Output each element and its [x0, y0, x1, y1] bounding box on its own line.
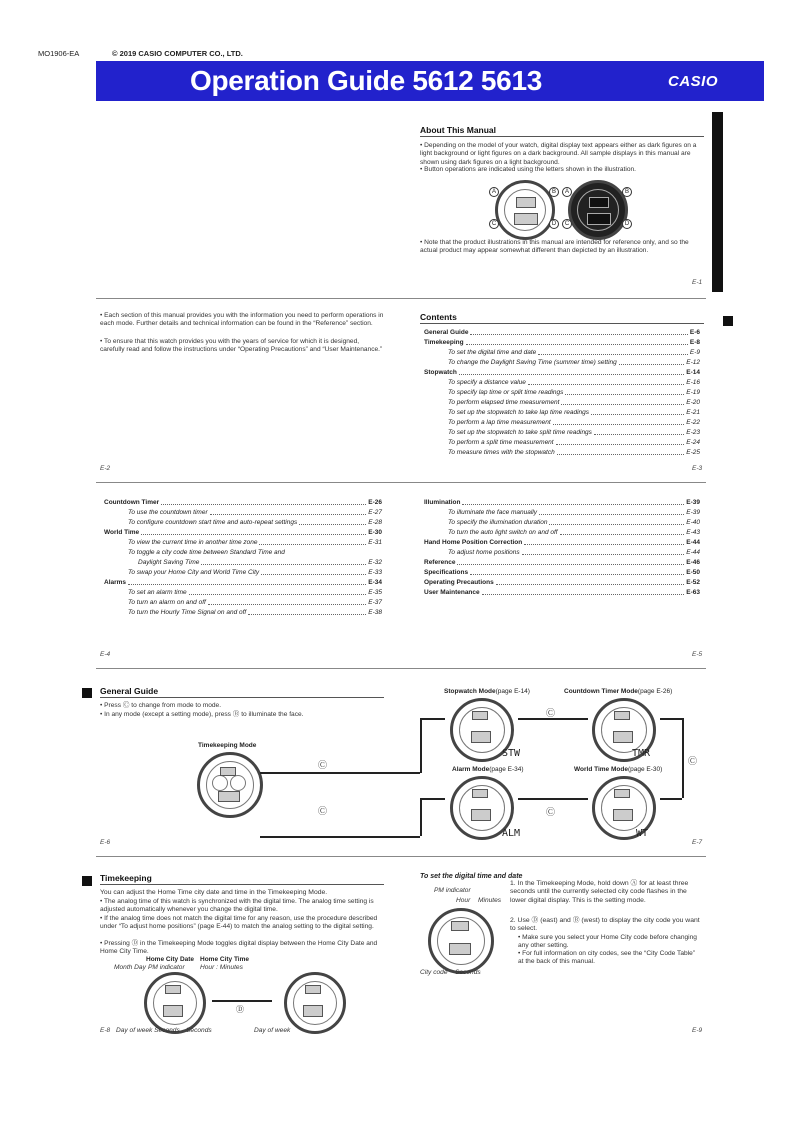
toc-entry-title: Illumination	[424, 499, 461, 506]
toc-entry[interactable]	[424, 518, 700, 528]
toc-left-list	[104, 498, 382, 618]
watch-time-illustration	[284, 972, 346, 1034]
seconds-label: Seconds	[455, 969, 481, 976]
toc-entry[interactable]	[424, 528, 700, 538]
button-c-flow-label: Ⓒ	[546, 807, 556, 817]
toc-leader-dots	[470, 328, 687, 335]
toc-entry[interactable]	[104, 568, 382, 578]
watch-date-illustration	[144, 972, 206, 1034]
toc-entry-title: Specifications	[424, 569, 469, 576]
set-time-step-2: 2. Use Ⓓ (east) and Ⓑ (west) to display the city code you want to select.	[510, 917, 700, 933]
toc-entry[interactable]	[424, 498, 700, 508]
toc-entry[interactable]	[424, 348, 700, 358]
toc-entry[interactable]	[104, 508, 382, 518]
toc-entry-page: E-16	[686, 379, 700, 386]
toc-leader-dots	[561, 398, 684, 405]
toc-leader-dots	[466, 338, 688, 345]
toc-right-list	[424, 498, 700, 598]
button-d-label: D	[622, 219, 632, 229]
toc-entry[interactable]	[424, 508, 700, 518]
toc-entry-page: E-30	[368, 529, 382, 536]
toc-entry-title: Countdown Timer	[104, 499, 160, 506]
toc-entry[interactable]	[104, 538, 382, 548]
toc-entry-page: E-27	[368, 509, 382, 516]
page-number: E-5	[692, 651, 703, 658]
toc-entry-title: Operating Precautions	[424, 579, 494, 586]
toc-entry[interactable]	[104, 558, 382, 568]
toc-entry-title: To view the current time in another time zone	[128, 539, 258, 546]
lcd-stw: STW	[502, 748, 521, 759]
toc-entry[interactable]	[424, 438, 700, 448]
pm-indicator-label: PM indicator	[148, 964, 185, 971]
toc-entry-title: To change the Daylight Saving Time (summer time) setting	[448, 359, 617, 366]
watch-setting-illustration	[428, 908, 494, 974]
watch-dark-illustration	[568, 180, 628, 240]
toc-entry-title: Daylight Saving Time	[138, 559, 200, 566]
toc-entry[interactable]	[104, 598, 382, 608]
toc-entry-page: E-34	[368, 579, 382, 586]
toc-entry-page: E-52	[686, 579, 700, 586]
set-time-note-1: • Make sure you select your Home City code before changing any other setting.	[518, 934, 697, 950]
toc-entry-title: Stopwatch	[424, 369, 457, 376]
button-c-flow-label: Ⓒ	[688, 756, 698, 766]
toc-entry-page: E-31	[368, 539, 382, 546]
toc-entry-page: E-19	[686, 389, 700, 396]
toc-leader-dots	[565, 388, 684, 395]
toc-leader-dots	[557, 448, 685, 455]
alarm-mode-label: Alarm Mode(page E-34)	[452, 766, 524, 773]
toc-entry-title: To perform a split time measurement	[448, 439, 554, 446]
toc-leader-dots	[591, 408, 684, 415]
toc-entry[interactable]	[424, 428, 700, 438]
toc-leader-dots	[553, 418, 685, 425]
about-bullet-2: • Button operations are indicated using the letters shown in the illustration.	[420, 166, 637, 173]
button-c-flow-label: Ⓒ	[318, 760, 328, 770]
toc-entry-page: E-24	[686, 439, 700, 446]
page-number: E-4	[100, 651, 111, 658]
toc-leader-dots	[539, 508, 684, 515]
toc-leader-dots	[189, 588, 367, 595]
toc-entry-page: E-39	[686, 499, 700, 506]
toc-entry[interactable]	[104, 498, 382, 508]
toc-entry-title: To specify a distance value	[448, 379, 526, 386]
toc-entry-page: E-63	[686, 589, 700, 596]
toc-entry-page: E-9	[689, 349, 700, 356]
flow-arrow-line	[518, 798, 588, 800]
timekeeping-bullet-3: • Pressing Ⓓ in the Timekeeping Mode toggles digital display between the Home City Date and Home City Time.	[100, 940, 378, 956]
timekeeping-title: Timekeeping	[100, 873, 152, 883]
toc-entry-page: E-22	[686, 419, 700, 426]
doc-code: MO1906-EA	[38, 49, 80, 58]
toc-leader-dots	[594, 428, 684, 435]
set-time-title: To set the digital time and date	[420, 873, 523, 880]
contents-rule	[420, 323, 704, 324]
toc-entry[interactable]	[424, 338, 700, 348]
toggle-arrow	[212, 1000, 272, 1002]
toc-leader-dots	[528, 378, 684, 385]
toc-entry-title: To specify lap time or split time readings	[448, 389, 564, 396]
toc-leader-dots	[619, 358, 684, 365]
about-bullet-3: • Note that the product illustrations in this manual are intended for reference only, and so the actual product may appear somewhat different than depicted by an illustration.	[420, 239, 689, 255]
contents-title: Contents	[420, 312, 457, 322]
page-number: E-7	[692, 839, 703, 846]
toc-entry[interactable]	[424, 408, 700, 418]
flow-arrow-line	[260, 836, 420, 838]
button-a-label: A	[489, 187, 499, 197]
lcd-wt: WT	[636, 828, 649, 839]
flow-arrow-line	[420, 718, 422, 773]
button-b-label: B	[549, 187, 559, 197]
toc-entry-title: Reference	[424, 559, 456, 566]
toc-entry-title: To swap your Home City and World Time City	[128, 569, 260, 576]
toc-entry[interactable]	[424, 388, 700, 398]
day-of-week-label: Day of week	[254, 1027, 291, 1034]
countdown-mode-label: Countdown Timer Mode(page E-26)	[564, 688, 673, 695]
toc-entry-title: To set an alarm time	[128, 589, 187, 596]
page-divider	[96, 856, 706, 857]
flow-arrow-line	[420, 798, 422, 836]
toc-entry-page: E-28	[368, 519, 382, 526]
flow-arrow-line	[660, 798, 682, 800]
page-divider	[96, 482, 706, 483]
toc-entry-page: E-32	[368, 559, 382, 566]
toc-leader-dots	[459, 368, 684, 375]
toc-entry-page: E-23	[686, 429, 700, 436]
toc-entry-page: E-44	[686, 539, 700, 546]
toc-entry[interactable]	[424, 558, 700, 568]
toc-entry-page: E-33	[368, 569, 382, 576]
copyright: © 2019 CASIO COMPUTER CO., LTD.	[112, 49, 243, 58]
timekeeping-bullet-1: • The analog time of this watch is synchronized with the digital time. The analog time setting is adjusted automatically whenever you change the digital time.	[100, 898, 374, 914]
toc-leader-dots	[261, 568, 366, 575]
contents-list	[424, 328, 700, 458]
page-number: E-2	[100, 465, 111, 472]
toc-entry-title: Alarms	[104, 579, 127, 586]
about-rule	[420, 136, 704, 137]
toc-entry-title: To turn the Hourly Time Signal on and off	[128, 609, 247, 616]
button-a-label: A	[562, 187, 572, 197]
toc-entry-page: E-46	[686, 559, 700, 566]
day-of-week-seconds-label: Day of week Seconds	[116, 1027, 180, 1034]
home-city-date-label: Home City Date	[146, 956, 195, 963]
timekeeping-bullet-2: • If the analog time does not match the digital time for any reason, use the procedure described under “To adjust home positions” (page E-44) to match the analog setting to the digital setting.	[100, 915, 378, 931]
toc-entry[interactable]	[104, 578, 382, 588]
toc-entry[interactable]	[424, 548, 700, 558]
toc-entry-title: To measure times with the stopwatch	[448, 449, 555, 456]
toc-entry[interactable]	[424, 418, 700, 428]
watch-light-illustration	[495, 180, 555, 240]
toc-entry[interactable]	[424, 588, 700, 598]
toc-leader-dots	[462, 498, 684, 505]
toc-leader-dots	[299, 518, 366, 525]
toc-entry-title: General Guide	[424, 329, 469, 336]
toc-entry-title: Hand Home Position Correction	[424, 539, 523, 546]
toc-leader-dots	[560, 528, 685, 535]
toc-leader-dots	[259, 538, 366, 545]
about-title: About This Manual	[420, 125, 497, 135]
general-guide-rule	[100, 697, 384, 698]
toc-entry[interactable]	[104, 518, 382, 528]
button-b-label: B	[622, 187, 632, 197]
timekeeping-mode-label: Timekeeping Mode	[198, 742, 257, 749]
flow-arrow-line	[660, 718, 682, 720]
city-code-label: City code	[420, 969, 448, 976]
section-marker	[723, 316, 733, 326]
toc-entry-title: To perform elapsed time measurement	[448, 399, 560, 406]
toc-entry-title: To adjust home positions	[448, 549, 520, 556]
stopwatch-mode-label: Stopwatch Mode(page E-14)	[444, 688, 530, 695]
button-c-label: C	[489, 219, 499, 229]
toc-leader-dots	[248, 608, 366, 615]
seconds-label: Seconds	[186, 1027, 212, 1034]
button-c-label: C	[562, 219, 572, 229]
page-number: E-9	[692, 1027, 703, 1034]
intro-bullet-1: • Each section of this manual provides you with the information you need to perform operations in each mode. Further details and technical information can be found in the “Reference” section.	[100, 312, 384, 328]
toc-leader-dots	[482, 588, 685, 595]
timekeeping-rule	[100, 884, 384, 885]
hour-minutes-label: Hour : Minutes	[200, 964, 243, 971]
set-time-note-2: • For full information on city codes, see the “City Code Table” at the back of this manual.	[518, 950, 696, 966]
page-number: E-8	[100, 1027, 111, 1034]
toc-leader-dots	[556, 438, 685, 445]
toc-entry-title: World Time	[104, 529, 140, 536]
toc-entry-title: To toggle a city code time between Standard Time and	[128, 549, 285, 556]
toc-entry[interactable]	[424, 368, 700, 378]
button-c-flow-label: Ⓒ	[318, 806, 328, 816]
section-marker	[82, 688, 92, 698]
toc-entry-page: E-20	[686, 399, 700, 406]
toc-entry-page: E-26	[368, 499, 382, 506]
toc-leader-dots	[141, 528, 366, 535]
intro-bullet-2: • To ensure that this watch provides you with the years of service for which it is designed, carefully read and follow the instructions under “Operating Precautions” and “User Maintenance.”	[100, 338, 383, 354]
toc-entry[interactable]	[104, 548, 382, 558]
general-guide-bullet-1: • Press Ⓒ to change from mode to mode.	[100, 702, 222, 709]
lcd-alm: ALM	[502, 828, 521, 839]
toc-entry-page: E-6	[689, 329, 700, 336]
page-title: Operation Guide 5612 5613	[190, 65, 542, 96]
general-guide-title: General Guide	[100, 686, 159, 696]
hour-label: Hour	[456, 897, 471, 904]
button-d-toggle-label: Ⓓ	[236, 1005, 244, 1014]
toc-entry-page: E-43	[686, 529, 700, 536]
general-guide-bullet-2: • In any mode (except a setting mode), press Ⓑ to illuminate the face.	[100, 711, 304, 718]
set-time-step-1: 1. In the Timekeeping Mode, hold down Ⓐ for at least three seconds until the currently selected city code flashes in the lower digital display. This is the setting mode.	[510, 880, 689, 904]
toc-entry-page: E-35	[368, 589, 382, 596]
toc-entry[interactable]	[104, 608, 382, 618]
about-bullet-1: • Depending on the model of your watch, digital display text appears either as dark figures on a light background or light figures on a dark background. All sample displays in this manual are shown using dark figures on a light background.	[420, 142, 697, 166]
toc-entry-title: To set the digital time and date	[448, 349, 537, 356]
page-divider	[96, 298, 706, 299]
flow-arrow-line	[260, 772, 420, 774]
toc-leader-dots	[470, 568, 684, 575]
toc-leader-dots	[549, 518, 684, 525]
toc-leader-dots	[208, 598, 366, 605]
page-number: E-6	[100, 839, 111, 846]
timekeeping-intro: You can adjust the Home Time city date and time in the Timekeeping Mode.	[100, 889, 328, 896]
toc-entry[interactable]	[424, 538, 700, 548]
toc-entry-title: To illuminate the face manually	[448, 509, 538, 516]
toc-entry-title: User Maintenance	[424, 589, 480, 596]
toc-entry-title: To turn the auto light switch on and off	[448, 529, 558, 536]
toc-leader-dots	[496, 578, 685, 585]
toc-entry-page: E-40	[686, 519, 700, 526]
button-c-flow-label: Ⓒ	[546, 708, 556, 718]
toc-entry[interactable]	[424, 328, 700, 338]
toc-entry[interactable]	[104, 588, 382, 598]
toc-entry-page: E-37	[368, 599, 382, 606]
toc-entry-title: To specify the illumination duration	[448, 519, 548, 526]
toc-entry[interactable]	[424, 398, 700, 408]
button-d-label: D	[549, 219, 559, 229]
toc-leader-dots	[538, 348, 688, 355]
toc-leader-dots	[524, 538, 684, 545]
watch-timekeeping-illustration	[197, 752, 263, 818]
pm-indicator-label: PM indicator	[434, 887, 471, 894]
flow-arrow-line	[420, 718, 445, 720]
toc-entry-title: To use the countdown timer	[128, 509, 208, 516]
toc-leader-dots	[128, 578, 366, 585]
toc-leader-dots	[161, 498, 366, 505]
minutes-label: Minutes	[478, 897, 502, 904]
toc-entry-title: To set up the stopwatch to take split time readings	[448, 429, 592, 436]
flow-arrow-line	[682, 718, 684, 798]
toc-entry-page: E-25	[686, 449, 700, 456]
toc-entry-page: E-39	[686, 509, 700, 516]
toc-entry-page: E-38	[368, 609, 382, 616]
toc-entry-page: E-12	[686, 359, 700, 366]
section-marker	[82, 876, 92, 886]
toc-entry-page: E-14	[686, 369, 700, 376]
toc-leader-dots	[210, 508, 367, 515]
toc-entry-page: E-50	[686, 569, 700, 576]
page-number: E-3	[692, 465, 703, 472]
toc-entry-title: To set up the stopwatch to take lap time readings	[448, 409, 590, 416]
toc-leader-dots	[201, 558, 366, 565]
side-tab	[712, 112, 723, 292]
home-city-time-label: Home City Time	[200, 956, 250, 963]
toc-entry-title: To perform a lap time measurement	[448, 419, 551, 426]
toc-entry[interactable]	[104, 528, 382, 538]
toc-entry[interactable]	[424, 568, 700, 578]
brand-logo: CASIO	[668, 73, 719, 90]
page-number: E-1	[692, 279, 703, 286]
toc-entry-title: To configure countdown start time and auto-repeat settings	[128, 519, 298, 526]
month-day-label: Month Day	[114, 964, 146, 971]
toc-entry-page: E-21	[686, 409, 700, 416]
world-time-mode-label: World Time Mode(page E-30)	[574, 766, 663, 773]
toc-leader-dots	[457, 558, 684, 565]
toc-entry-title: To turn an alarm on and off	[128, 599, 206, 606]
lcd-tmr: TMR	[632, 748, 651, 759]
toc-entry[interactable]	[424, 578, 700, 588]
toc-entry-page: E-8	[689, 339, 700, 346]
toc-entry[interactable]	[424, 378, 700, 388]
toc-leader-dots	[522, 548, 685, 555]
page-divider	[96, 668, 706, 669]
toc-entry[interactable]	[424, 448, 700, 458]
toc-entry[interactable]	[424, 358, 700, 368]
toc-entry-page: E-44	[686, 549, 700, 556]
toc-entry-title: Timekeeping	[424, 339, 464, 346]
flow-arrow-line	[420, 798, 445, 800]
